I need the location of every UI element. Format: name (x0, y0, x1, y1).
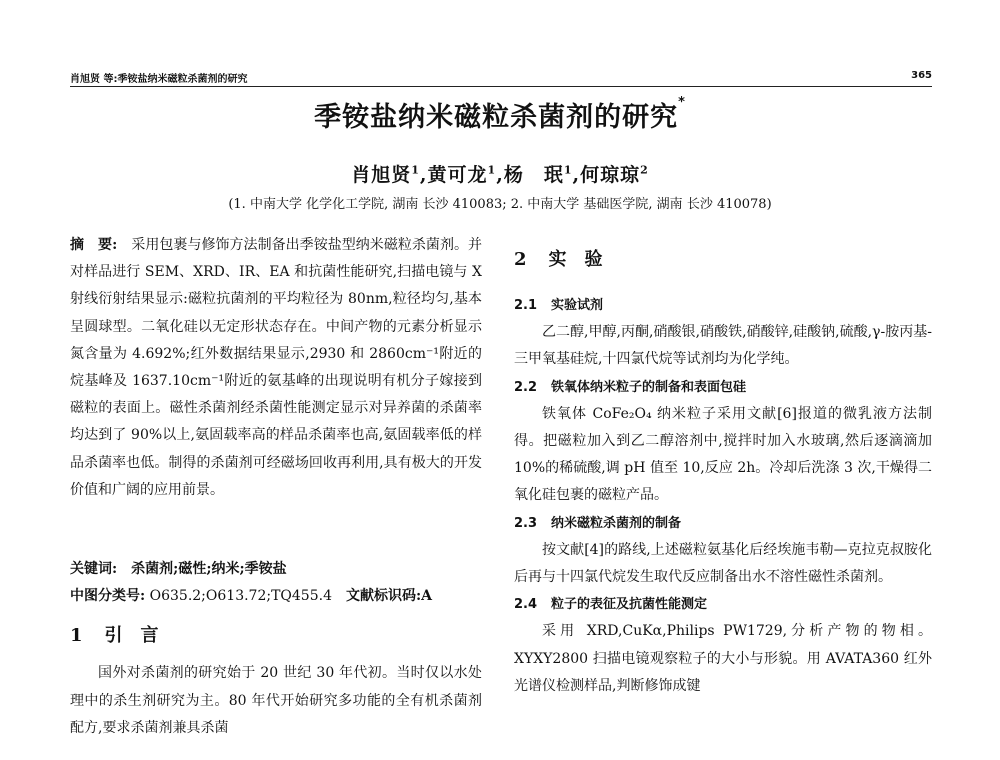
section-paragraph: 国外对杀菌剂的研究始于 20 世纪 30 年代初。当时仅以水处理中的杀生剂研究为主。80 年代开始研究多功能的全有机杀菌剂配方,要求杀菌剂兼具杀菌 (70, 665, 482, 736)
subsection-title: 粒子的表征及抗菌性能测定 (551, 597, 708, 613)
clc-label: 中图分类号: (70, 588, 146, 605)
author: 杨 珉 (503, 164, 564, 186)
title-footnote-mark: * (678, 95, 686, 110)
section-title: 实 验 (548, 249, 603, 270)
clc-codes: O635.2;O613.72;TQ455.4 (149, 588, 332, 605)
right-column (514, 240, 932, 700)
paper-title (0, 95, 1000, 134)
left-column (70, 232, 482, 742)
subsection-number: 2.1 (514, 298, 538, 313)
section-heading (70, 616, 482, 656)
keywords-text: 杀菌剂;磁性;纳米;季铵盐 (131, 561, 287, 577)
paper-title-text: 季铵盐纳米磁粒杀菌剂的研究 (314, 102, 679, 133)
doc-code: A (421, 588, 433, 605)
author-affil-mark: 1 (563, 163, 573, 177)
section-heading (514, 240, 932, 280)
subsection-title: 铁氧体纳米粒子的制备和表面包硅 (551, 379, 747, 395)
page-number: 365 (911, 70, 932, 81)
affiliation: (1. 中南大学 化学化工学院, 湖南 长沙 410083; 2. 中南大学 基础医学院, 湖南 长沙 410078) (228, 197, 772, 212)
author: 何琼琼 (580, 164, 641, 186)
abstract-text: 采用包裹与修饰方法制备出季铵盐型纳米磁粒杀菌剂。并对样品进行 SEM、XRD、IR、EA 和抗菌性能研究,扫描电镜与 X 射线衍射结果显示:磁粒抗菌剂的平均粒径为 80nm,粒径均匀,基本呈圆球型。二氧化硅以无定形状态存在。中间产物的元素分析显示氮含量为 4.692%;红外数据结果显示,2930 和 2860cm⁻¹附近的烷基峰及 1637.10cm⁻¹附近的氨基峰的出现说明有机分子嫁接到磁粒的表面上。磁性杀菌剂经杀菌性能测定显示对异养菌的杀菌率均达到了 90%以上,氨固载率高的样品杀菌率也高,氨固载率低的样品杀菌率也低。制得的杀菌剂可经磁场回收再利用,具有极大的开发价值和广阔的应用前景。 (70, 237, 482, 498)
subsection-heading (514, 292, 932, 319)
subsection-heading (514, 510, 932, 537)
subsection-paragraph: 乙二醇,甲醇,丙酮,硝酸银,硝酸铁,硝酸锌,硅酸钠,硫酸,γ-胺丙基-三甲氧基硅烷,十四氯代烷等试剂均为化学纯。 (514, 324, 932, 368)
subsection-heading (514, 591, 932, 618)
author-affil-mark: 1 (411, 163, 420, 177)
author: 肖旭贤 (351, 164, 412, 186)
subsection-number: 2.2 (514, 379, 538, 395)
subsection-paragraph: 采用 XRD,CuKα,Philips PW1729,分析产物的物相。XYXY2800 扫描电镜观察粒子的大小与形貌。用 AVATA360 红外光谱仪检测样品,判断修饰成键 (514, 623, 932, 694)
author: 黄可龙 (427, 164, 488, 186)
abstract (70, 232, 482, 556)
author-affil-mark: 2 (640, 163, 649, 177)
doc-code-label: 文献标识码: (345, 588, 422, 605)
section-number: 2 (514, 249, 527, 270)
subsection-paragraph: 铁氧体 CoFe₂O₄ 纳米粒子采用文献[6]报道的微乳液方法制得。把磁粒加入到乙二醇溶剂中,搅拌时加入水玻璃,然后逐滴滴加 10%的稀硫酸,调 pH 值至 10,反应 2h。冷却后洗涤 3 次,干燥得二氧化硅包裹的磁粒产品。 (514, 405, 932, 504)
subsection-title: 纳米磁粒杀菌剂的制备 (551, 515, 682, 531)
section-number: 1 (70, 625, 83, 647)
keywords (70, 556, 482, 583)
running-title: 肖旭贤 等:季铵盐纳米磁粒杀菌剂的研究 (70, 74, 248, 85)
running-header (70, 70, 932, 87)
section-title: 引 言 (104, 625, 159, 647)
author-list: 肖旭贤$^1$,黄可龙$^1$,杨 珉$^1$,何琼琼$^2$ (351, 163, 649, 186)
keywords-label: 关键词: (70, 561, 118, 577)
abstract-label: 摘 要: (70, 237, 118, 253)
classification (70, 583, 482, 610)
subsection-title: 实验试剂 (551, 298, 604, 313)
subsection-paragraph: 按文献[4]的路线,上述磁粒氨基化后经埃施韦勒—克拉克叔胺化后再与十四氯代烷发生取代反应制备出水不溶性磁性杀菌剂。 (514, 541, 932, 586)
subsection-number: 2.4 (514, 597, 538, 613)
subsection-number: 2.3 (514, 515, 538, 531)
subsection-heading (514, 374, 932, 401)
author-affil-mark: 1 (487, 163, 497, 177)
